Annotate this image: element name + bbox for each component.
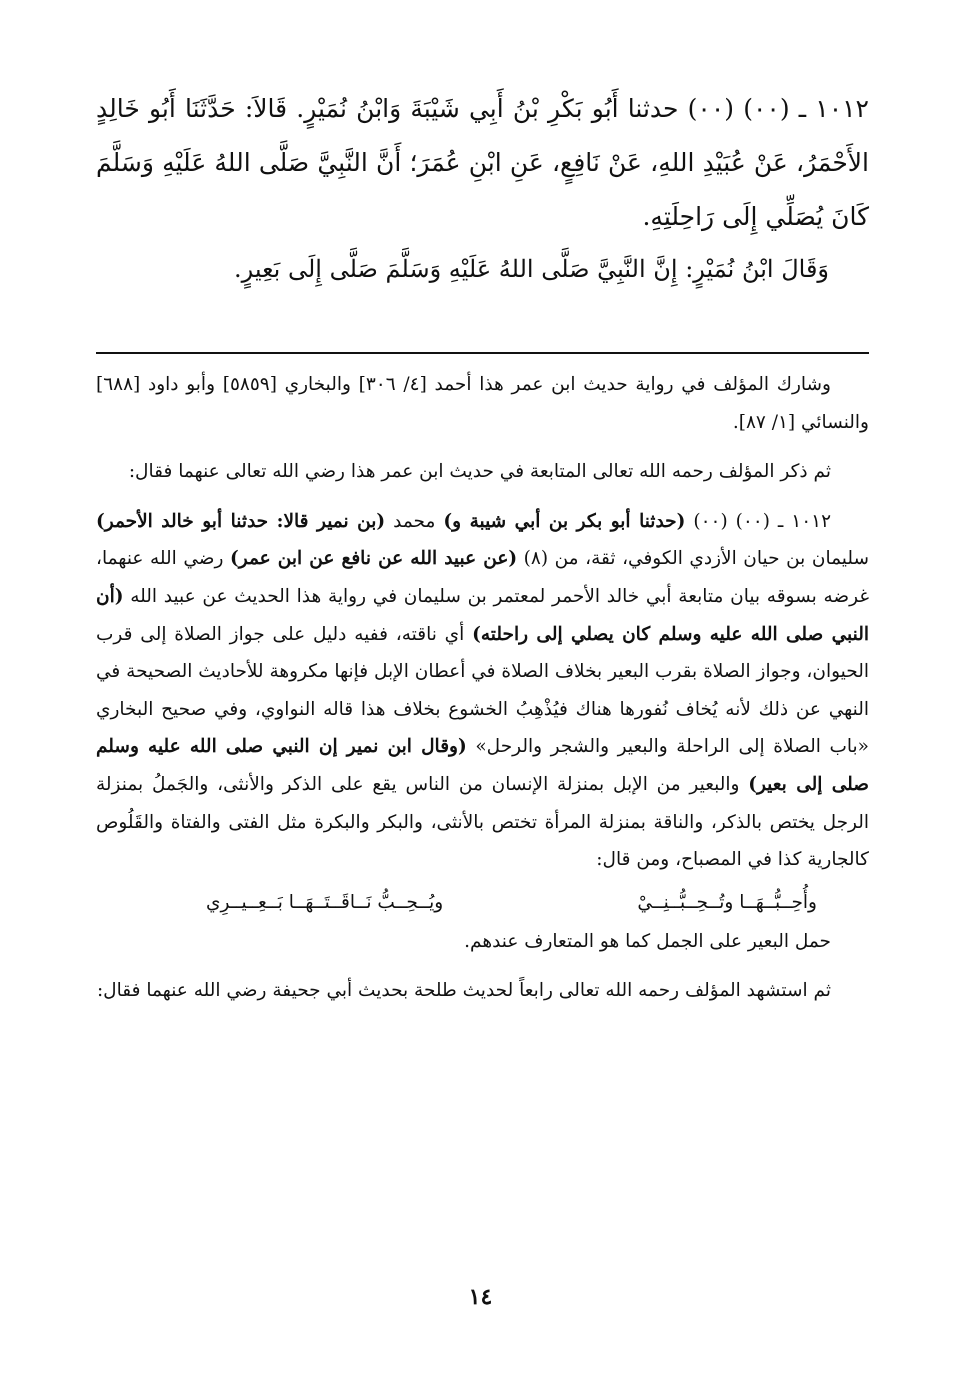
commentary-text: والبعير من الإبل بمنزلة الإنسان من الناس يقع على الذكر والأنثى، والجَملُ بمنزلة الرجل يختص بالذكر، والناقة بمنزلة المرأة تختص بالأنثى، والبكر والبكرة مثل الفتى والفتاة والقَلُوص كالجارية كذا في المصباح، ومن قال: xyxy=(96,773,869,871)
hadith-quote: (بن نمير قالا: حدثنا أبو خالد الأحمر) xyxy=(96,510,386,532)
commentary-text: ١٠١٢ ـ (٠٠) (٠٠) xyxy=(693,510,832,532)
commentary-paragraph: ثم استشهد المؤلف رحمه الله تعالى رابعاً لحديث طلحة بحديث أبي جحيفة رضي الله عنهما فقال: xyxy=(96,980,831,1002)
poem-hemistich-left: ويُــحِــبُّ نَــاقَــتَــهَــا بَــعِــيــرِي xyxy=(206,891,444,913)
commentary-text: رضي الله عنهما، غرضه بسوقه بيان متابعة أبي خالد الأحمر لمعتمر بن سليمان في رواية هذا الحديث عن عبيد الله xyxy=(96,548,869,607)
poem-hemistich-right: وأُحِــبُّــهَــا وتُــحِــبُّــنِــيْ xyxy=(637,891,817,913)
hadith-quote: (حدثنا أبو بكر بن أبي شيبة و) xyxy=(443,510,686,532)
commentary-paragraph: وشارك المؤلف في رواية حديث ابن عمر هذا أحمد [٤/ ٣٠٦] والبخاري [٥٨٥٩] وأبو داود [٦٨٨] والنسائي [١/ ٨٧]. xyxy=(96,374,869,433)
commentary xyxy=(96,366,869,1010)
commentary-text: سليمان بن حيان الأزدي الكوفي، ثقة، من (٨) xyxy=(523,548,869,570)
hadith-quote: (عن عبيد الله عن نافع عن ابن عمر) xyxy=(229,548,518,570)
footnote-divider xyxy=(96,352,869,354)
hadith-text-ibn-numair: وَقَالَ ابْنُ نُمَيْرٍ: إِنَّ النَّبِيَّ صَلَّى اللهُ عَلَيْهِ وَسَلَّمَ صَلَّى إِلَى بَعِيرٍ. xyxy=(233,255,829,283)
commentary-paragraph: حمل البعير على الجمل كما هو المتعارف عندهم. xyxy=(464,930,831,952)
hadith-quote: (أن النبي صلى الله عليه وسلم كان يصلي إلى راحلته) xyxy=(96,585,869,645)
commentary-paragraph xyxy=(96,503,869,879)
commentary-paragraph: ثم ذكر المؤلف رحمه الله تعالى المتابعة في حديث ابن عمر هذا رضي الله تعالى عنهما فقال: xyxy=(128,461,831,483)
page-number: ١٤ xyxy=(468,1284,493,1310)
hadith-text: ١٠١٢ ـ (٠٠) (٠٠) حدثنا أَبُو بَكْرِ بْنُ أَبِي شَيْبَةَ وَابْنُ نُمَيْرٍ. قَالاَ: حَدَّثَنَا أَبُو خَالِدٍ الأَحْمَرُ، عَنْ عُبَيْدِ اللهِ، عَنْ نَافِعٍ، عَنِ ابْنِ عُمَرَ؛ أَنَّ النَّبِيَّ صَلَّى اللهُ عَلَيْهِ وَسَلَّمَ كَانَ يُصَلِّي إِلَى رَاحِلَتِهِ. xyxy=(96,94,869,231)
poem-verse xyxy=(96,883,869,923)
hadith-quote: (وقال ابن نمير إن النبي صلى الله عليه وسلم صلى إلى بعير) xyxy=(96,736,869,795)
commentary-text: أي ناقته، ففيه دليل على جواز الصلاة إلى قرب الحيوان، وجواز الصلاة بقرب البعير بخلاف الصلاة في أعطان الإبل فإنها مكروهة للأحاديث الصحيحة في النهي عن ذلك لأنه يُخاف نُفورها هناك فيُذْهِبُ الخشوع بخلاف هذا قاله النواوي، وفي صحيح البخاري «باب الصلاة إلى الراحلة والبعير والشجر والرحل» xyxy=(96,623,869,758)
commentary-text: محمد xyxy=(393,510,436,532)
main-text xyxy=(96,70,869,294)
